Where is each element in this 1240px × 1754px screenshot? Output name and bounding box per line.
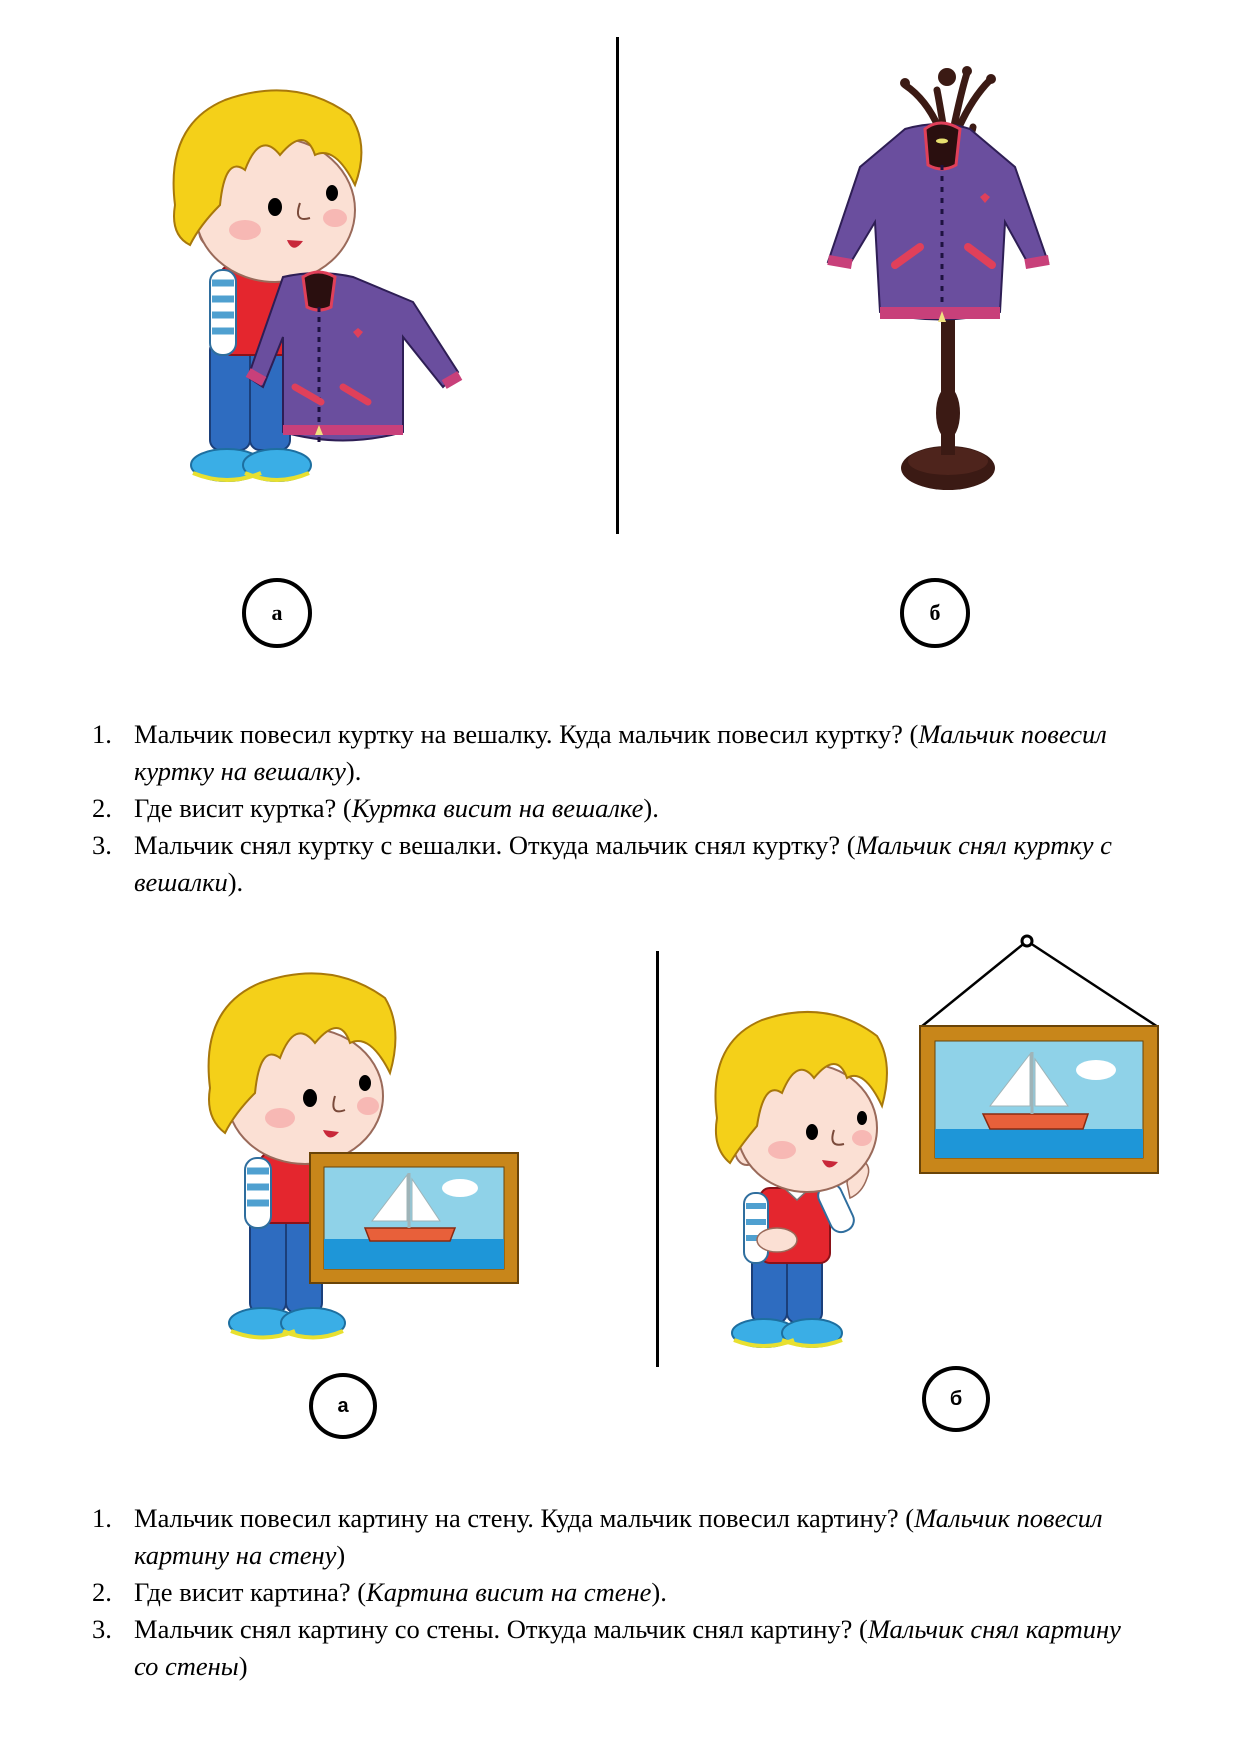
- question-item: [92, 1574, 1132, 1611]
- question-number: 2.: [92, 793, 112, 823]
- coat-rack-with-jacket-illustration: [815, 65, 1055, 495]
- question-tail: ).: [643, 793, 659, 823]
- question-answer: Куртка висит на вешалке: [351, 793, 644, 823]
- question-number: 2.: [92, 1577, 112, 1607]
- question-number: 3.: [92, 1614, 112, 1644]
- panel-label-a-text: а: [271, 600, 283, 625]
- boy-holding-jacket-illustration: [165, 85, 475, 490]
- panel-divider: [656, 951, 659, 1367]
- panel-label-b-text: б: [929, 600, 941, 625]
- question-tail: ).: [227, 867, 244, 897]
- panel-label-a-text: а: [337, 1395, 349, 1417]
- question-answer: Мальчик снял куртку с вешалки: [134, 830, 1112, 897]
- panel-label-a: [309, 1373, 377, 1439]
- question-item: [92, 1500, 1132, 1574]
- question-text: Мальчик снял картину со стены. Откуда мальчик снял картину? (: [134, 1614, 868, 1644]
- panel-divider: [616, 37, 619, 534]
- question-text: Мальчик снял куртку с вешалки. Откуда мальчик снял куртку? (: [134, 830, 856, 860]
- hanging-picture-illustration: [918, 934, 1163, 1179]
- question-text: Где висит картина? (: [134, 1577, 367, 1607]
- panel-label-b-text: б: [949, 1388, 963, 1410]
- boy-gesturing-illustration: [712, 1008, 892, 1353]
- question-list: [92, 716, 1132, 901]
- question-tail: ): [238, 1651, 248, 1681]
- question-tail: ).: [345, 756, 362, 786]
- question-tail: ).: [651, 1577, 667, 1607]
- question-text: Где висит куртка? (: [134, 793, 352, 823]
- question-item: [92, 716, 1132, 790]
- question-item: [92, 1611, 1132, 1685]
- panel-label-b: [900, 578, 970, 648]
- question-answer: Картина висит на стене: [366, 1577, 652, 1607]
- question-tail: ): [336, 1540, 346, 1570]
- panel-label-a: [242, 578, 312, 648]
- question-text: Мальчик повесил картину на стену. Куда мальчик повесил картину? (: [134, 1503, 915, 1533]
- boy-holding-picture-illustration: [205, 968, 525, 1348]
- question-text: Мальчик повесил куртку на вешалку. Куда мальчик повесил куртку? (: [134, 719, 919, 749]
- panel-label-b: [922, 1366, 990, 1432]
- question-answer: Мальчик снял картину со стены: [134, 1614, 1121, 1681]
- question-item: [92, 827, 1132, 901]
- question-number: 3.: [92, 830, 112, 860]
- question-list: [92, 1500, 1132, 1685]
- question-number: 1.: [92, 1503, 112, 1533]
- question-number: 1.: [92, 719, 112, 749]
- question-answer: Мальчик повесил куртку на вешалку: [134, 719, 1107, 786]
- question-item: [92, 790, 1132, 827]
- question-answer: Мальчик повесил картину на стену: [134, 1503, 1103, 1570]
